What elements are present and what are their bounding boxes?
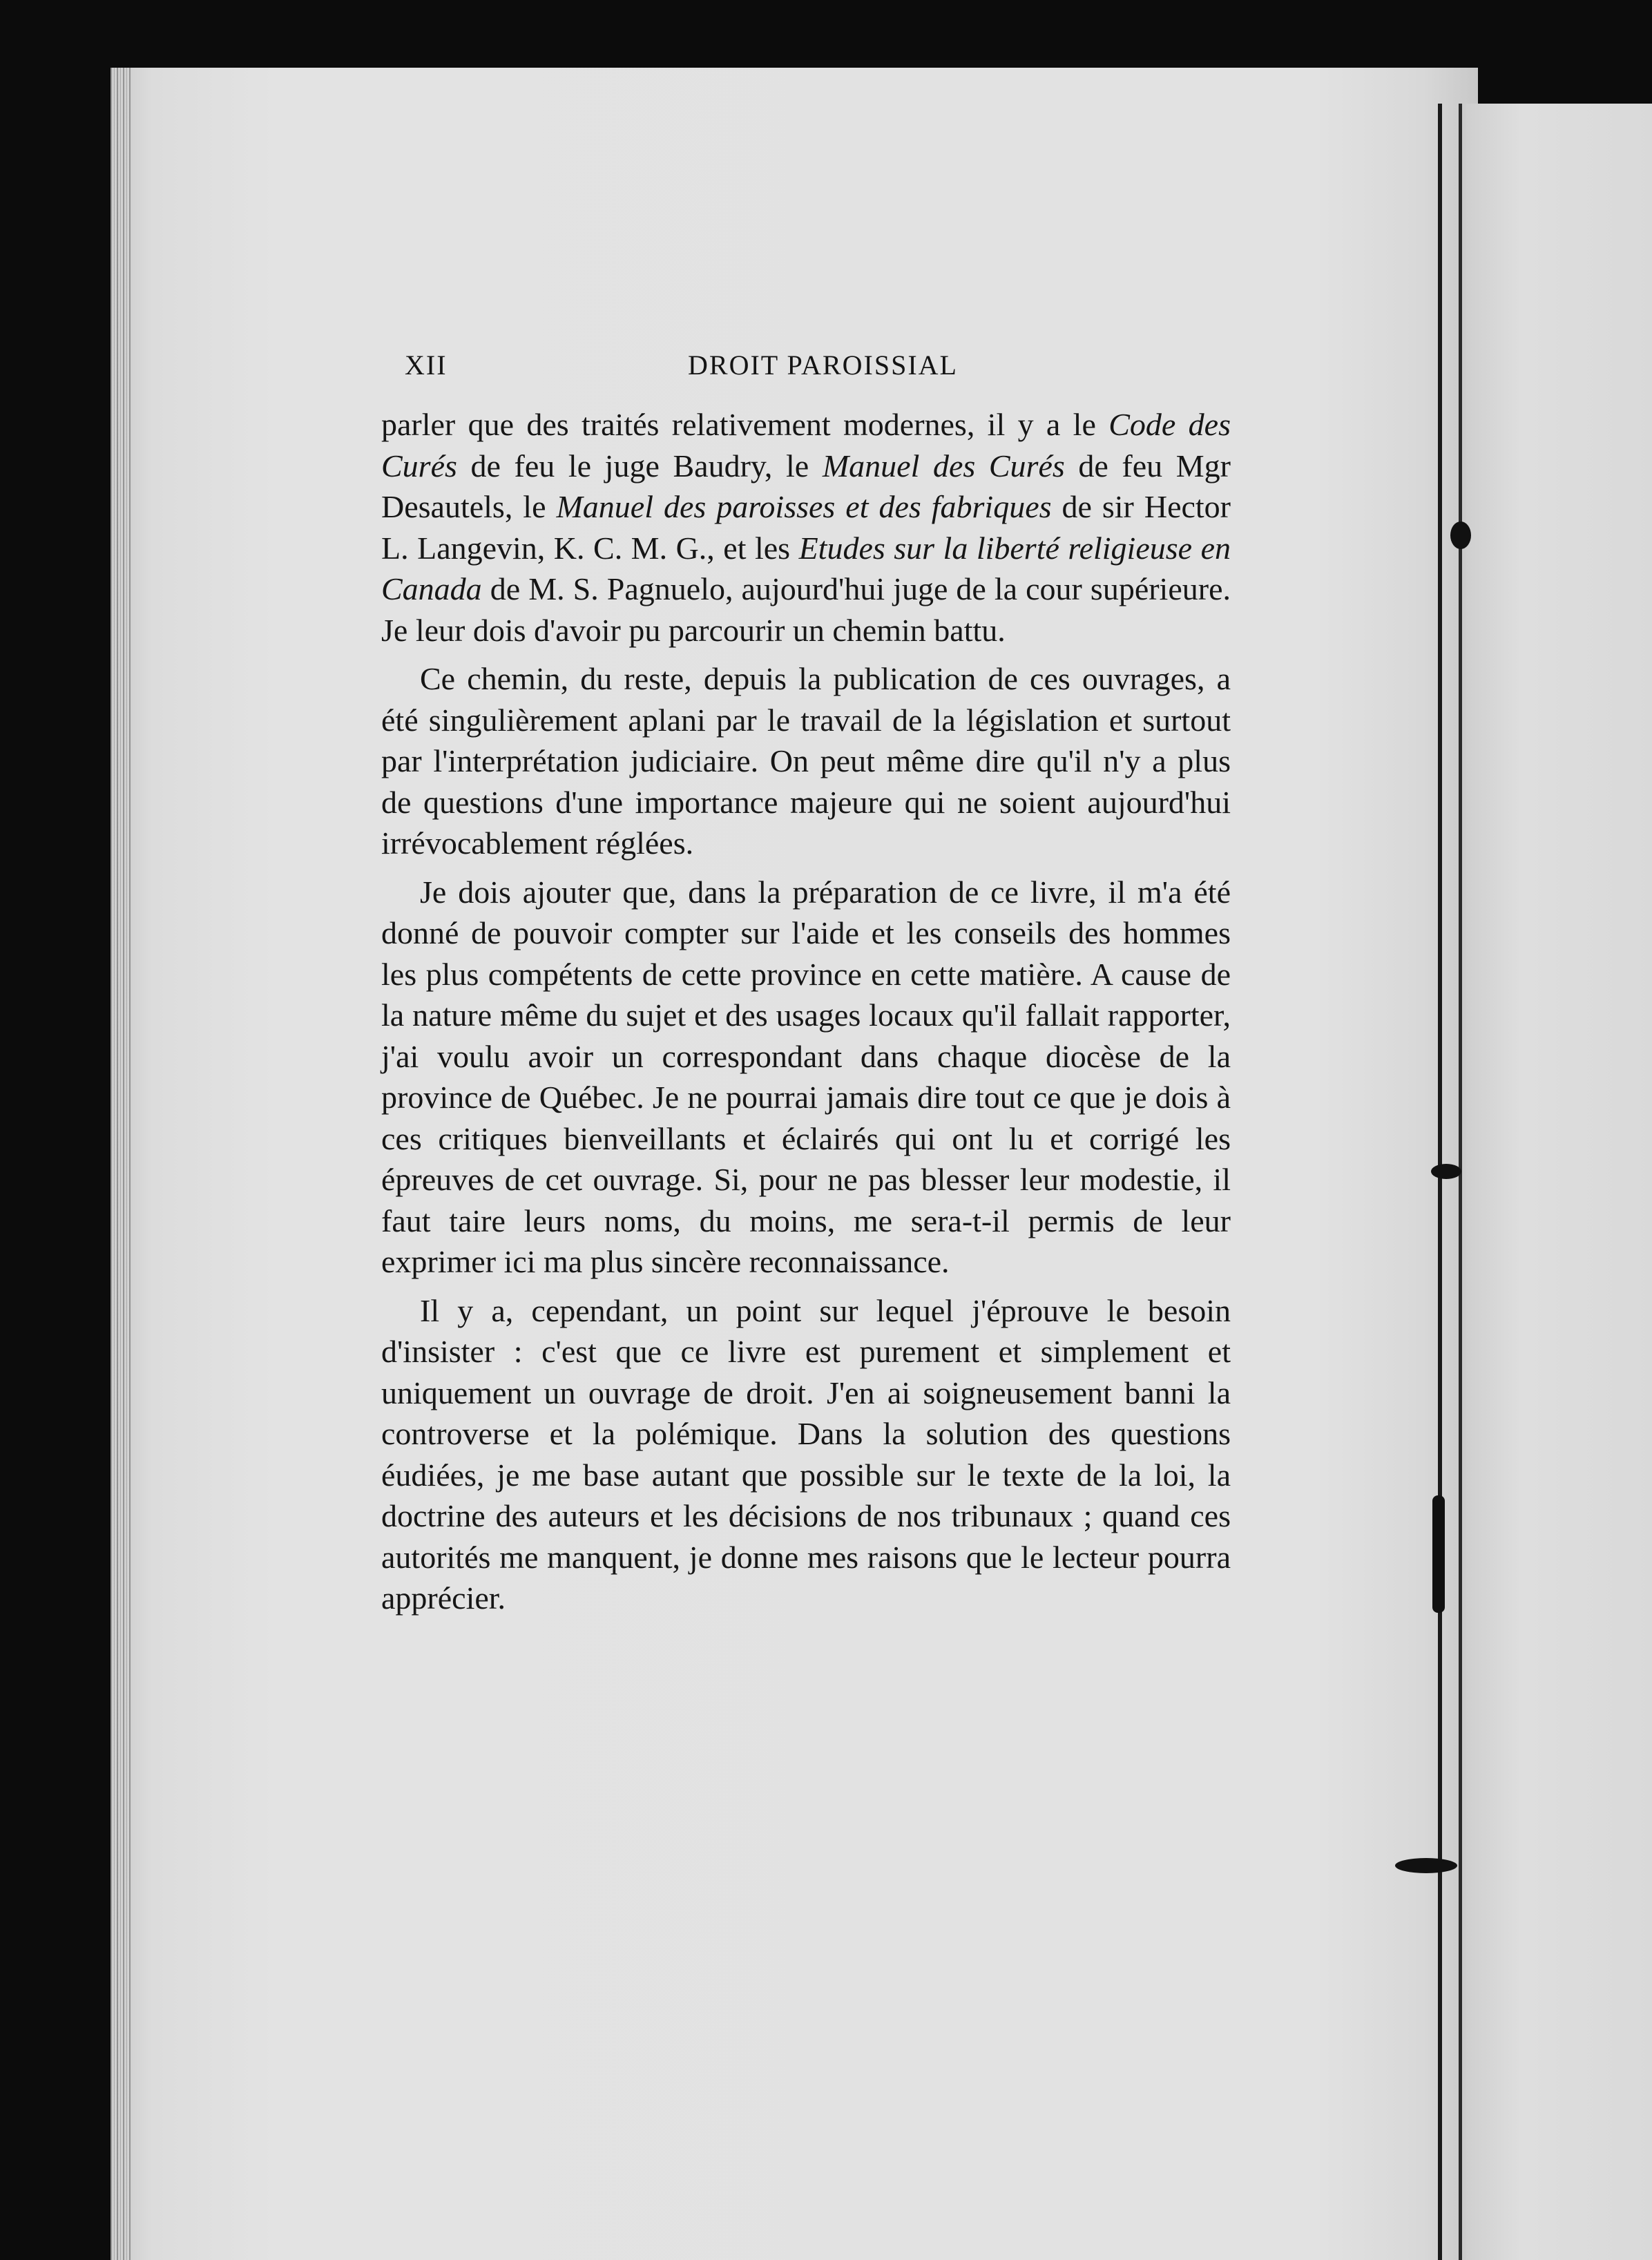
book-title: Code des Curés (381, 407, 1231, 483)
paragraph: Il y a, cependant, un point sur lequel j'éprouve le besoin d'insister : c'est que ce livre est purement et simplement et uniquement un ouvrage de droit. J'en ai soigneusement banni la controverse et la polémique. Dans la solution des questions éudiées, je me base autant que possible sur le texte de la loi, la doctrine des auteurs et les décisions de nos tribunaux ; quand ces autorités me manquent, je donne mes raisons que le lecteur pourra apprécier. (381, 1292, 1231, 1616)
paragraph: Je dois ajouter que, dans la préparation de ce livre, il m'a été donné de pouvoir compter sur l'aide et les conseils des hommes les plus compétents de cette province en cette matière. A cause de la nature même du sujet et des usages locaux qu'il fallait rapporter, j'ai voulu avoir un correspondant dans chaque diocèse de la province de Québec. Je ne pourrai jamais dire tout ce que je dois à ces critiques bienveillants et éclairés qui ont lu et corrigé les épreuves de cet ouvrage. Si, pour ne pas blesser leur modestie, il faut taire leurs noms, du moins, me sera-t-il permis de leur exprimer ici ma plus sincère reconnaissance. (381, 874, 1231, 1279)
binding-gutter-line (1459, 104, 1462, 2260)
page-number: XII (405, 349, 448, 381)
paragraph (381, 404, 1231, 651)
page-stack-edge (111, 68, 131, 2260)
binding-stitch (1432, 1495, 1445, 1613)
book-title: Etudes sur la liberté religieuse en Canada (381, 530, 1231, 606)
paragraph: Ce chemin, du reste, depuis la publication de ces ouvrages, a été singulièrement aplani par le travail de la législation et surtout par l'interprétation judiciaire. On peut même dire qu'il n'y a plus de questions d'une importance majeure qui ne soient aujourd'hui irrévocablement réglées. (381, 661, 1231, 861)
body-text (381, 404, 1231, 1619)
book-title: Manuel des Curés (822, 448, 1065, 483)
binding-stitch (1395, 1858, 1457, 1873)
page-header (405, 349, 978, 383)
book-title: Manuel des paroisses et des fabriques (556, 489, 1052, 524)
text-run: de sir Hector L. Langevin, K. C. M. G., et les (381, 489, 1231, 566)
text-run: de feu Mgr Desautels, le (381, 448, 1231, 524)
running-title: DROIT PAROISSIAL (688, 349, 958, 381)
text-run: parler que des traités relativement modernes, il y a le (381, 407, 1109, 442)
text-run: de feu le juge Baudry, le (457, 448, 823, 483)
binding-stitch (1431, 1164, 1461, 1179)
text-run: de M. S. Pagnuelo, aujourd'hui juge de la cour supérieure. Je leur dois d'avoir pu parcourir un chemin battu. (381, 571, 1231, 648)
facing-page (1466, 104, 1652, 2260)
binding-gutter (1438, 104, 1442, 2260)
binding-stitch (1450, 521, 1471, 549)
